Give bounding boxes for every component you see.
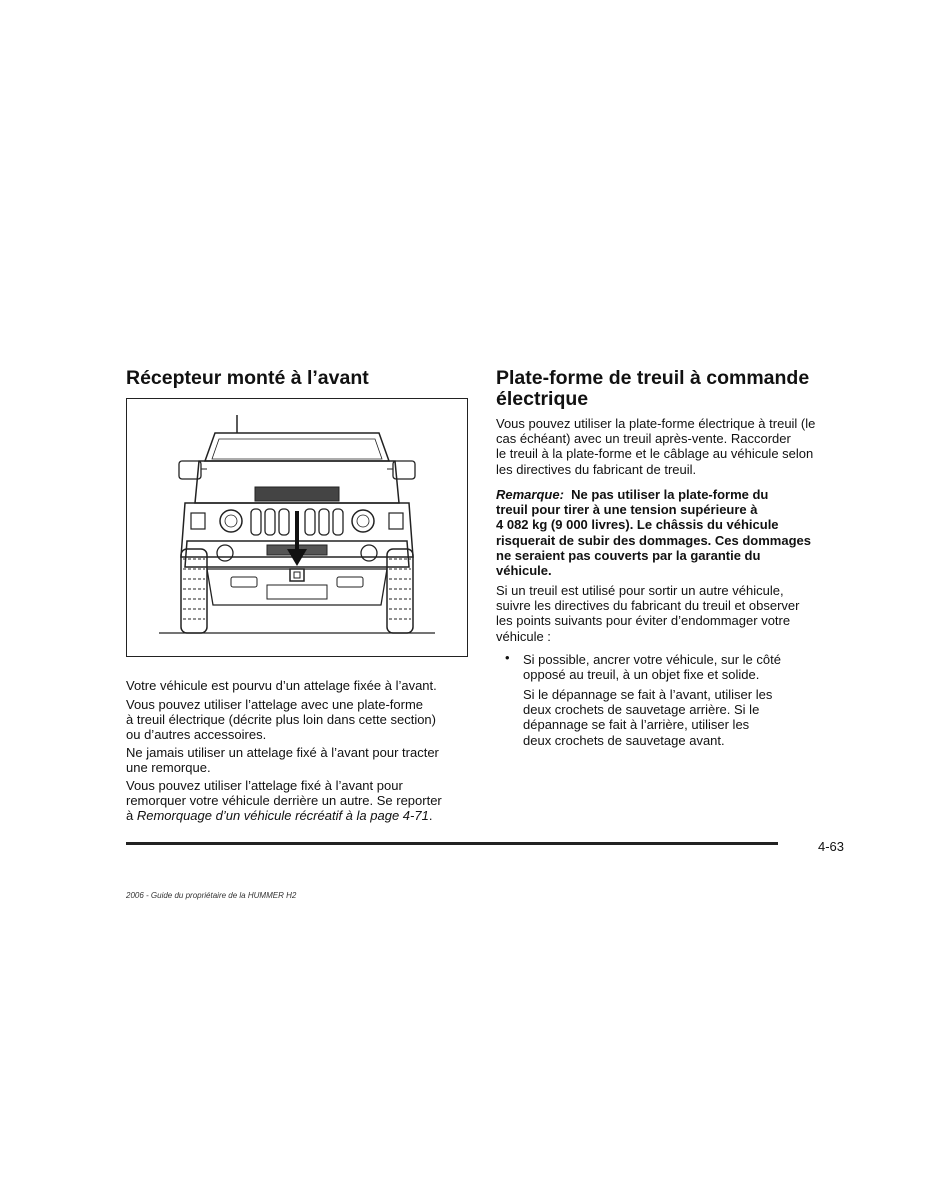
line: opposé au treuil, à un objet fixe et solide. xyxy=(523,667,760,683)
paragraph-no-trailer xyxy=(126,745,439,775)
line: une remorque. xyxy=(126,760,211,776)
line: 4 082 kg (9 000 livres). Le châssis du véhicule xyxy=(496,517,779,533)
line: dépannage se fait à l’arrière, utiliser les xyxy=(523,717,750,733)
hummer-front-hitch-icon xyxy=(127,399,466,655)
line: à treuil électrique (décrite plus loin dans cette section) xyxy=(126,712,436,728)
section-heading-winch-platform xyxy=(496,368,809,410)
page-number: 4-63 xyxy=(817,839,844,854)
footer-rule xyxy=(126,842,778,845)
line: Ne pas utiliser la plate-forme du xyxy=(571,487,769,502)
paragraph-winch-directives xyxy=(496,583,799,644)
line: les directives du fabricant de treuil. xyxy=(496,461,697,477)
bullet-item-anchor xyxy=(523,652,781,682)
notice-label: Remarque: xyxy=(496,487,564,502)
line: . xyxy=(428,808,433,824)
figure-hummer-front-hitch xyxy=(126,398,468,657)
paragraph-winch-intro xyxy=(496,416,815,477)
heading-line: électrique xyxy=(496,388,589,410)
paragraph-towing xyxy=(126,778,442,824)
line: le treuil à la plate-forme et le câblage au véhicule selon xyxy=(496,446,814,462)
line: Si possible, ancrer votre véhicule, sur le côté xyxy=(523,652,781,667)
line: ne seraient pas couverts par la garantie du xyxy=(496,547,761,563)
line: Vous pouvez utiliser l’attelage fixé à l’avant pour xyxy=(126,778,403,793)
line: véhicule : xyxy=(496,628,551,644)
heading-line: Plate-forme de treuil à commande xyxy=(496,367,810,389)
footer-text: 2006 - Guide du propriétaire de la HUMMER H2 xyxy=(126,891,297,900)
line: suivre les directives du fabricant du treuil et observer xyxy=(496,598,800,614)
bullet-icon: • xyxy=(505,650,510,665)
bullet-subparagraph-recovery xyxy=(523,687,772,748)
line: remorquer votre véhicule derrière un autre. Se reporter xyxy=(126,793,442,809)
line: Si un treuil est utilisé pour sortir un autre véhicule, xyxy=(496,583,784,598)
line: deux crochets de sauvetage arrière. Si le xyxy=(523,702,760,718)
section-heading-front-receiver: Récepteur monté à l’avant xyxy=(126,367,369,389)
line: deux crochets de sauvetage avant. xyxy=(523,732,725,748)
cross-reference-link[interactable]: Remorquage d’un véhicule récréatif à la page 4-71 xyxy=(136,808,429,824)
line: véhicule. xyxy=(496,563,552,579)
line: Vous pouvez utiliser la plate-forme électrique à treuil (le xyxy=(496,416,816,431)
line: treuil pour tirer à une tension supérieure à xyxy=(496,502,758,518)
line: à xyxy=(126,808,137,824)
paragraph-hitch-use xyxy=(126,697,436,743)
line: Ne jamais utiliser un attelage fixé à l’avant pour tracter xyxy=(126,745,439,760)
line: risquerait de subir des dommages. Ces dommages xyxy=(496,532,811,548)
line: Si le dépannage se fait à l’avant, utiliser les xyxy=(523,687,773,702)
line: les points suivants pour éviter d’endommager votre xyxy=(496,613,791,629)
paragraph-hitch-fitted: Votre véhicule est pourvu d’un attelage fixée à l’avant. xyxy=(126,678,437,693)
line: ou d’autres accessoires. xyxy=(126,727,267,743)
line: Vous pouvez utiliser l’attelage avec une plate-forme xyxy=(126,697,424,712)
line: cas échéant) avec un treuil après-vente. Raccorder xyxy=(496,431,791,447)
notice-block xyxy=(496,487,811,578)
